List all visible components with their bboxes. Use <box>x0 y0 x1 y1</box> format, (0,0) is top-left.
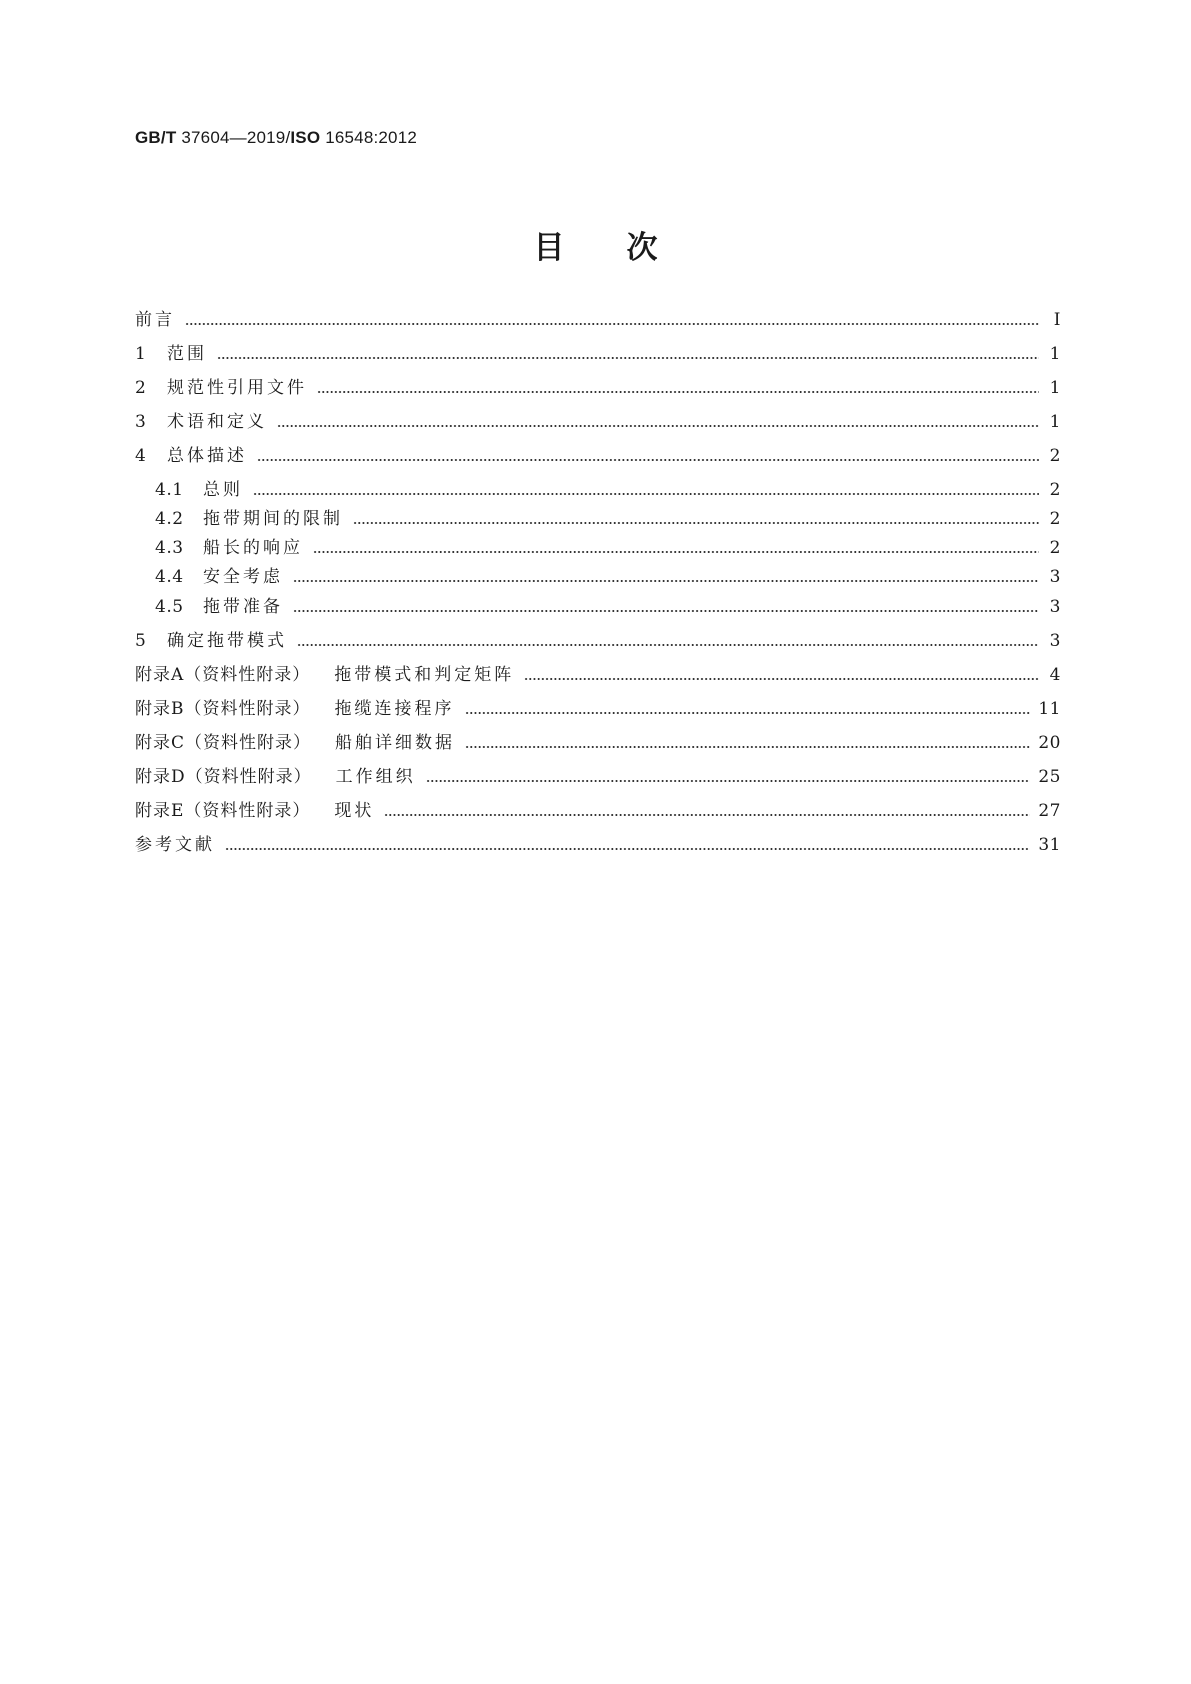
toc-section-number: 4 <box>135 446 147 466</box>
toc-annex-prefix: 附录E（资料性附录） <box>135 801 311 821</box>
toc-page-number: 1 <box>1049 412 1061 432</box>
leader-dots <box>384 814 1030 816</box>
leader-dots <box>277 425 1039 427</box>
toc-entry-label: 拖缆连接程序 <box>334 699 455 719</box>
toc-entry-label: 总则 <box>203 480 243 500</box>
toc-entry-label: 拖带准备 <box>203 597 283 617</box>
toc-entry-annex-b[interactable] <box>135 694 1061 720</box>
toc-entry-label: 前言 <box>135 310 175 330</box>
leader-dots <box>257 459 1039 461</box>
toc-section-number: 3 <box>135 412 147 432</box>
toc-entry-4-3[interactable] <box>155 533 1061 559</box>
toc-page-number: 3 <box>1049 567 1061 587</box>
leader-dots <box>313 551 1039 553</box>
toc-page-number: 2 <box>1049 509 1061 529</box>
leader-dots <box>524 678 1039 680</box>
leader-dots <box>185 323 1039 325</box>
toc-section-number: 4.5 <box>155 597 184 617</box>
toc-entry-general-description[interactable] <box>135 441 1061 467</box>
toc-annex-prefix: 附录D（资料性附录） <box>135 767 312 787</box>
toc-entry-preface[interactable] <box>135 305 1061 331</box>
toc-section-number: 2 <box>135 378 147 398</box>
toc-page-number: 3 <box>1049 597 1061 617</box>
leader-dots <box>225 848 1030 850</box>
toc-entry-4-5[interactable] <box>155 592 1061 618</box>
toc-page-number: 1 <box>1049 378 1061 398</box>
standard-number: 37604—2019/ <box>181 128 291 147</box>
toc-entry-label: 工作组织 <box>335 767 416 787</box>
toc-page-number: 2 <box>1049 446 1061 466</box>
toc-section-number: 5 <box>135 631 147 651</box>
iso-number: 16548:2012 <box>325 128 418 147</box>
leader-dots <box>293 580 1039 582</box>
toc-section-number: 1 <box>135 344 147 364</box>
toc-entry-annex-d[interactable] <box>135 762 1061 788</box>
leader-dots <box>293 610 1039 612</box>
standard-code-header <box>135 128 417 148</box>
toc-entry-annex-a[interactable] <box>135 660 1061 686</box>
toc-entry-4-4[interactable] <box>155 562 1061 588</box>
toc-page-number: 1 <box>1049 344 1061 364</box>
toc-section-number: 4.2 <box>155 509 184 529</box>
toc-entry-label: 拖带期间的限制 <box>203 509 343 529</box>
toc-entry-towing-mode[interactable] <box>135 626 1061 652</box>
toc-page-number: Ⅰ <box>1053 310 1061 330</box>
toc-entry-annex-c[interactable] <box>135 728 1061 754</box>
toc-page-number: 11 <box>1038 699 1061 719</box>
toc-section-number: 4.1 <box>155 480 184 500</box>
leader-dots <box>217 357 1039 359</box>
toc-page-number: 3 <box>1049 631 1061 651</box>
leader-dots <box>353 522 1039 524</box>
leader-dots <box>426 780 1031 782</box>
leader-dots <box>465 712 1031 714</box>
leader-dots <box>465 746 1030 748</box>
toc-entry-label: 规范性引用文件 <box>167 378 307 398</box>
standard-prefix: GB/T <box>135 128 177 147</box>
toc-entry-label: 术语和定义 <box>167 412 267 432</box>
toc-entry-terms-definitions[interactable] <box>135 407 1061 433</box>
toc-entry-label: 船长的响应 <box>203 538 303 558</box>
toc-entry-scope[interactable] <box>135 339 1061 365</box>
toc-entry-4-1[interactable] <box>155 475 1061 501</box>
toc-annex-prefix: 附录A（资料性附录） <box>135 665 311 685</box>
toc-page-number: 31 <box>1038 835 1061 855</box>
leader-dots <box>297 644 1039 646</box>
leader-dots <box>317 391 1039 393</box>
toc-annex-prefix: 附录C（资料性附录） <box>135 733 312 753</box>
iso-prefix: ISO <box>290 128 321 147</box>
toc-title: 目次 <box>533 230 720 266</box>
toc-entry-normative-references[interactable] <box>135 373 1061 399</box>
toc-page-number: 4 <box>1049 665 1061 685</box>
toc-section-number: 4.3 <box>155 538 184 558</box>
toc-page-number: 2 <box>1049 480 1061 500</box>
leader-dots <box>253 493 1039 495</box>
toc-entry-annex-e[interactable] <box>135 796 1061 822</box>
toc-entry-bibliography[interactable] <box>135 830 1061 856</box>
toc-entry-label: 总体描述 <box>167 446 247 466</box>
toc-entry-4-2[interactable] <box>155 504 1061 530</box>
toc-entry-label: 拖带模式和判定矩阵 <box>334 665 515 685</box>
toc-entry-label: 范围 <box>167 344 207 364</box>
toc-entry-label: 确定拖带模式 <box>167 631 287 651</box>
toc-page-number: 27 <box>1038 801 1061 821</box>
toc-section-number: 4.4 <box>155 567 184 587</box>
toc-annex-prefix: 附录B（资料性附录） <box>135 699 311 719</box>
toc-entry-label: 现状 <box>334 801 375 821</box>
toc-entry-label: 安全考虑 <box>203 567 283 587</box>
toc-page-number: 25 <box>1038 767 1061 787</box>
toc-page-number: 2 <box>1049 538 1061 558</box>
toc-entry-label: 船舶详细数据 <box>335 733 456 753</box>
toc-entry-label: 参考文献 <box>135 835 215 855</box>
toc-page-number: 20 <box>1038 733 1061 753</box>
